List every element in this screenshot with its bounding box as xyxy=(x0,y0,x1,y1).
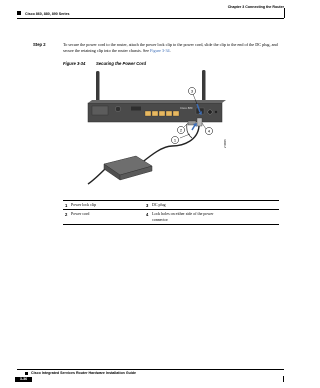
callout-1 xyxy=(171,136,178,143)
figure-id: 270605 xyxy=(224,139,227,148)
callout-3 xyxy=(188,87,195,94)
page-number: 3-36 xyxy=(15,377,32,383)
figure-xref-link[interactable]: Figure 3-34 xyxy=(149,48,170,53)
callout-2 xyxy=(177,126,184,133)
callout-4 xyxy=(205,127,212,134)
legend-num: 1 xyxy=(65,202,68,208)
guide-title: Cisco Integrated Services Router Hardware Installation Guide xyxy=(31,370,137,375)
power-cord xyxy=(140,126,199,164)
footer-marker xyxy=(25,372,28,375)
device-label: Cisco 880 xyxy=(180,106,193,110)
step-label: Step 2 xyxy=(33,42,46,47)
legend-num: 2 xyxy=(65,211,68,217)
power-lock-clip xyxy=(187,121,196,138)
table-rule-top xyxy=(63,200,279,201)
legend-text: Lock holes on either side of the power connector xyxy=(152,211,214,222)
router-chassis xyxy=(88,100,226,122)
step-body: To secure the power cord to the router, attach the power lock clip to the power cord, slide the clip to the end of the DC plug, and secure the retaining clip into the router chassis. See xyxy=(63,42,278,53)
legend-num: 4 xyxy=(146,211,149,217)
legend-text: Power lock clip xyxy=(71,202,97,207)
legend-text: DC plug xyxy=(152,202,166,207)
header-marker xyxy=(17,11,21,15)
series-title: Cisco 860, 880, 890 Series xyxy=(25,11,70,16)
svg-text:4: 4 xyxy=(207,128,211,134)
router-power-figure xyxy=(84,68,234,193)
header-tick xyxy=(284,8,285,18)
ac-cord xyxy=(88,168,106,184)
dc-plug xyxy=(197,118,202,126)
svg-text:1: 1 xyxy=(173,137,177,143)
chapter-title: Chapter 3 Connecting the Router xyxy=(227,5,284,9)
legend-num: 3 xyxy=(146,202,149,208)
svg-text:2: 2 xyxy=(179,127,183,133)
footer-rule xyxy=(17,369,284,370)
legend-text: Power cord xyxy=(71,211,90,216)
table-rule-bottom xyxy=(63,224,279,225)
table-rule xyxy=(63,209,279,210)
svg-text:3: 3 xyxy=(190,88,194,94)
figure-title: Securing the Power Cord xyxy=(96,60,147,66)
step-end: . xyxy=(169,48,171,53)
step-text xyxy=(63,42,279,54)
figure-number: Figure 3-34 xyxy=(63,60,86,66)
footer-tick xyxy=(283,376,284,382)
ethernet-ports xyxy=(145,111,179,116)
header-rule xyxy=(17,18,284,19)
